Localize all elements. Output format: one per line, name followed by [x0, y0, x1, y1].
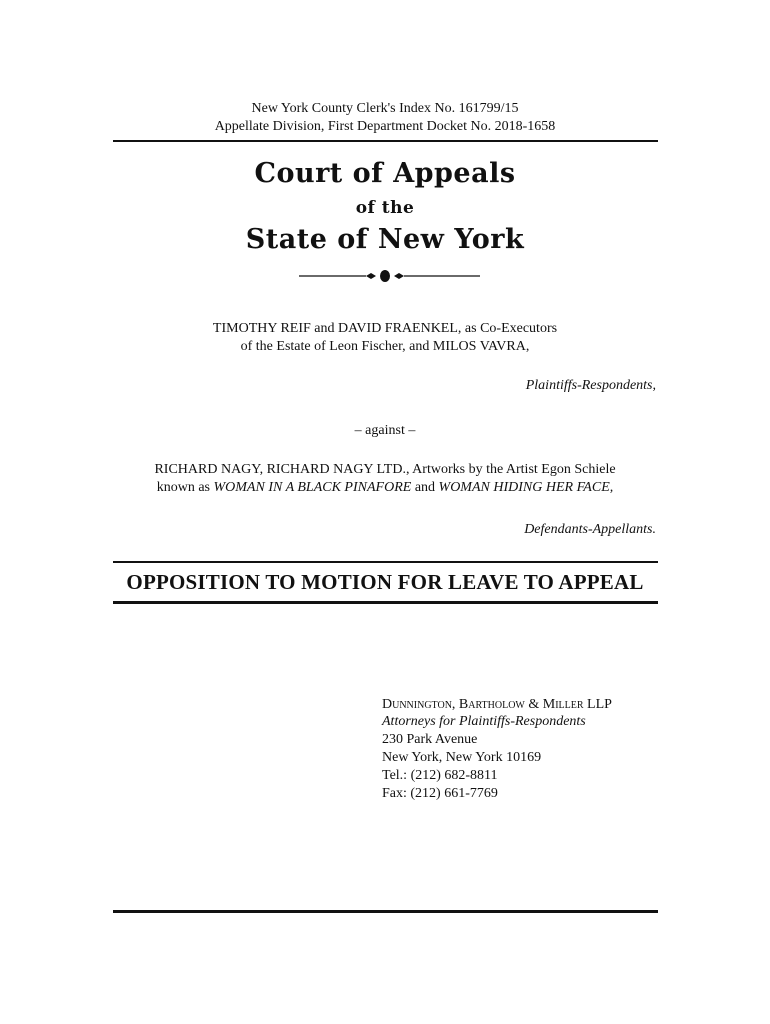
- ornament-divider: [0, 266, 770, 286]
- title-rule-bottom: [113, 601, 658, 604]
- artwork-title-1: WOMAN IN A BLACK PINAFORE: [213, 480, 412, 495]
- court-name: Court of Appeals: [254, 158, 516, 189]
- court-of-the: of the: [355, 198, 415, 218]
- firm-telephone: Tel.: (212) 682-8811: [382, 768, 498, 783]
- plaintiffs-role: Plaintiffs-Respondents,: [525, 378, 656, 393]
- firm-address-2: New York, New York 10169: [382, 750, 542, 765]
- plaintiffs-line-2: of the Estate of Leon Fischer, and MILOS VAVRA,: [240, 339, 530, 354]
- title-rule-top: [113, 561, 658, 563]
- docket-number: Appellate Division, First Department Docket No. 2018-1658: [214, 119, 556, 134]
- defendants-line-1: RICHARD NAGY, RICHARD NAGY LTD., Artworks by the Artist Egon Schiele: [154, 462, 616, 477]
- artwork-title-2: WOMAN HIDING HER FACE,: [438, 480, 614, 495]
- firm-name-text: Dunnington, Bartholow & Miller LLP: [382, 697, 612, 712]
- defendants-and: and: [411, 480, 439, 495]
- index-number: New York County Clerk's Index No. 161799/15: [251, 101, 519, 116]
- plaintiffs-line-1: TIMOTHY REIF and DAVID FRAENKEL, as Co-Executors: [212, 321, 558, 336]
- firm-name: [382, 696, 682, 714]
- document-title: OPPOSITION TO MOTION FOR LEAVE TO APPEAL: [126, 570, 644, 594]
- against-label: – against –: [354, 423, 416, 438]
- court-state: State of New York: [245, 224, 525, 255]
- defendants-known-as: known as: [156, 480, 214, 495]
- defendants-line-2: [0, 479, 770, 496]
- firm-address-1: 230 Park Avenue: [382, 732, 478, 747]
- defendants-role: Defendants-Appellants.: [524, 522, 656, 537]
- footer-rule: [113, 910, 658, 913]
- attorneys-for: Attorneys for Plaintiffs-Respondents: [382, 714, 586, 729]
- header-rule: [113, 140, 658, 142]
- firm-fax: Fax: (212) 661-7769: [382, 786, 498, 801]
